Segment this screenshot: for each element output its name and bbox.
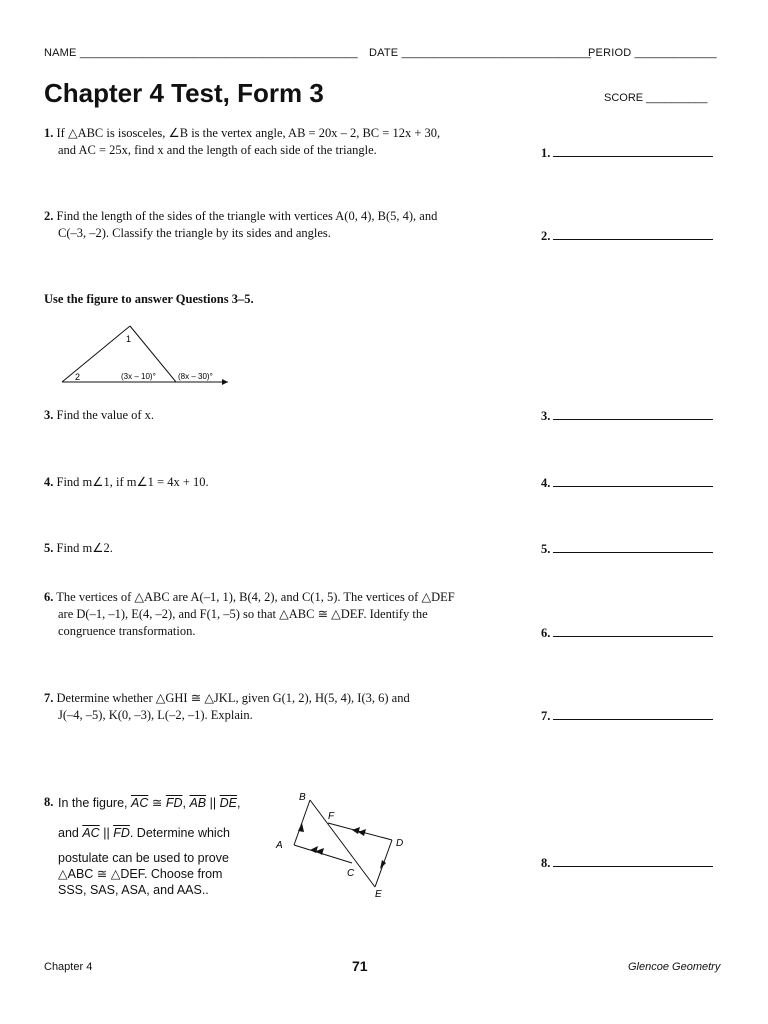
- answer-number: 2.: [541, 229, 551, 243]
- question-text: Find m∠1, if m∠1 = 4x + 10.: [56, 475, 209, 489]
- page-number: 71: [352, 958, 368, 974]
- expr-label-1: (3x – 10)°: [121, 372, 156, 381]
- answer-line[interactable]: [553, 624, 713, 637]
- congruent-symbol: ≅: [151, 796, 163, 810]
- answer-line[interactable]: [553, 854, 713, 867]
- question-5: [44, 540, 514, 557]
- answer-line[interactable]: [553, 474, 713, 487]
- footer-publisher: Glencoe Geometry: [628, 961, 721, 973]
- answer-8[interactable]: [541, 854, 713, 871]
- answer-5[interactable]: [541, 540, 713, 557]
- segment-ab: $\overline{AB}$: [189, 796, 207, 810]
- segment-fd: $\overline{FD}$: [165, 796, 183, 810]
- segment-ba: [294, 800, 310, 845]
- parallel-symbol: ||: [209, 796, 217, 810]
- parallel-arrow: [380, 860, 386, 869]
- label-b: B: [299, 792, 306, 803]
- label-e: E: [375, 889, 382, 900]
- score-label: SCORE __________: [604, 92, 708, 104]
- question-8-body: [58, 850, 258, 898]
- question-text: Determine whether △GHI ≅ △JKL, given G(1, 2), H(5, 4), I(3, 6) and: [56, 691, 410, 705]
- answer-2[interactable]: [541, 227, 713, 244]
- comma: ,: [236, 796, 241, 810]
- label-f: F: [328, 811, 335, 822]
- question-3: [44, 407, 514, 424]
- answer-number: 6.: [541, 626, 551, 640]
- answer-line[interactable]: [553, 707, 713, 720]
- angle-2-label: 2: [75, 372, 81, 382]
- question-number: 2.: [44, 209, 54, 223]
- triangle-figure: [58, 322, 233, 390]
- question-text: The vertices of △ABC are A(–1, 1), B(4, 2), and C(1, 5). The vertices of △DEF: [56, 590, 455, 604]
- question-text: are D(–1, –1), E(4, –2), and F(1, –5) so that △ABC ≅ △DEF. Identify the: [58, 607, 428, 621]
- segment-ac-line: [294, 845, 352, 863]
- expr-label-2: (8x – 30)°: [178, 372, 213, 381]
- parallel-arrow: [358, 829, 366, 836]
- question-1: [44, 125, 514, 159]
- question-number: 4.: [44, 475, 54, 489]
- question-text: In the figure,: [58, 796, 128, 810]
- answer-line[interactable]: [553, 144, 713, 157]
- comma: ,: [182, 796, 186, 810]
- question-number: 8.: [44, 795, 54, 809]
- label-a: A: [276, 840, 283, 851]
- angle-1-label: 1: [126, 334, 132, 344]
- parallel-symbol: ||: [103, 826, 110, 840]
- question-number: 5.: [44, 541, 54, 555]
- answer-4[interactable]: [541, 474, 713, 491]
- question-number: 7.: [44, 691, 54, 705]
- segment-ac: $\overline{AC}$: [82, 826, 100, 840]
- date-field-label: DATE ______________________________: [369, 47, 592, 59]
- question-number: 6.: [44, 590, 54, 604]
- question-text: SSS, SAS, ASA, and AAS..: [58, 883, 209, 897]
- figure-instruction: Use the figure to answer Questions 3–5.: [44, 292, 254, 306]
- answer-number: 1.: [541, 146, 551, 160]
- answer-line[interactable]: [553, 540, 713, 553]
- left-side: [62, 326, 130, 382]
- period-field-label: PERIOD _____________: [588, 47, 717, 59]
- question-number: 3.: [44, 408, 54, 422]
- question-text: Find the length of the sides of the triangle with vertices A(0, 4), B(5, 4), and: [56, 209, 438, 223]
- question-text: . Determine which: [129, 826, 230, 840]
- answer-line[interactable]: [553, 227, 713, 240]
- answer-3[interactable]: [541, 407, 713, 424]
- question-6: [44, 589, 524, 640]
- arrow-head: [222, 379, 228, 385]
- name-field-label: NAME ____________________________________________: [44, 47, 358, 59]
- question-8: [58, 795, 258, 811]
- footer-chapter: Chapter 4: [44, 961, 93, 973]
- segment-de: $\overline{DE}$: [219, 796, 237, 810]
- parallel-lines-figure: [272, 785, 412, 900]
- question-text: Find the value of x.: [56, 408, 155, 422]
- question-text: J(–4, –5), K(0, –3), L(–2, –1). Explain.: [58, 708, 253, 722]
- segment-be: [310, 800, 375, 887]
- answer-number: 4.: [541, 476, 551, 490]
- question-text: C(–3, –2). Classify the triangle by its sides and angles.: [58, 226, 331, 240]
- segment-fd: $\overline{FD}$: [113, 826, 130, 840]
- page-title: Chapter 4 Test, Form 3: [44, 78, 324, 108]
- answer-7[interactable]: [541, 707, 713, 724]
- question-text: congruence transformation.: [58, 624, 196, 638]
- question-text: △ABC ≅ △DEF. Choose from: [58, 867, 223, 881]
- question-2: [44, 208, 514, 242]
- parallel-arrow: [352, 827, 360, 834]
- answer-1[interactable]: [541, 144, 713, 161]
- question-text: If △ABC is isosceles, ∠B is the vertex angle, AB = 20x – 2, BC = 12x + 30,: [56, 126, 441, 140]
- answer-number: 5.: [541, 542, 551, 556]
- question-text: Find m∠2.: [56, 541, 113, 555]
- answer-number: 3.: [541, 409, 551, 423]
- question-text: and AC = 25x, find x and the length of each side of the triangle.: [58, 143, 377, 157]
- label-d: D: [396, 838, 404, 849]
- question-8-line-2: [58, 825, 258, 841]
- answer-number: 8.: [541, 856, 551, 870]
- question-number: 1.: [44, 126, 54, 140]
- answer-number: 7.: [541, 709, 551, 723]
- segment-ac: $\overline{AC}$: [130, 796, 149, 810]
- label-c: C: [347, 868, 355, 879]
- question-7: [44, 690, 514, 724]
- answer-line[interactable]: [553, 407, 713, 420]
- question-text: postulate can be used to prove: [58, 851, 229, 865]
- answer-6[interactable]: [541, 624, 713, 641]
- question-4: [44, 474, 514, 491]
- question-text: and: [58, 826, 79, 840]
